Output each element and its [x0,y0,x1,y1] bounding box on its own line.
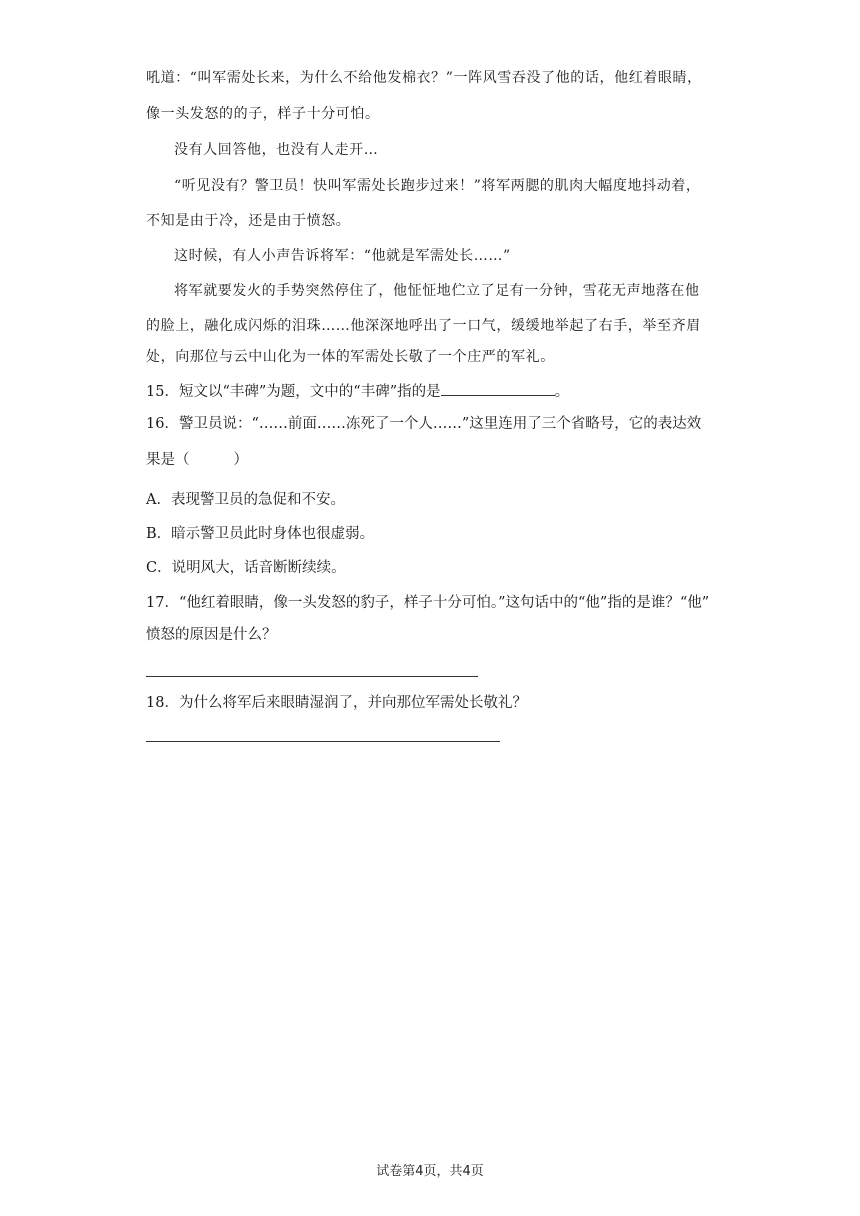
passage-line: 这时候，有人小声告诉将军：“他就是军需处长……” [174,248,511,264]
question-17-line-2: 愤怒的原因是什么？ [146,627,277,643]
question-17-line-1: 17．“他红着眼睛，像一头发怒的豹子，样子十分可怕。”这句话中的“他”指的是谁？“他” [146,595,710,611]
passage-line: “听见没有？警卫员！快叫军需处长跑步过来！”将军两腮的肌肉大幅度地抖动着， [174,178,701,194]
answer-blank[interactable] [441,381,555,396]
question-16-prefix: 果是（ [146,452,190,468]
question-16-line-1: 16．警卫员说：“……前面……冻死了一个人……”这里连用了三个省略号，它的表达效 [146,416,702,432]
passage-line: 不知是由于冷，还是由于愤怒。 [146,213,351,229]
option-a[interactable]: A．表现警卫员的急促和不安。 [146,492,345,508]
answer-line-q17[interactable] [146,676,478,677]
question-15 [146,381,569,402]
question-16-suffix: ） [233,452,248,468]
page-footer: 试卷第4页，共4页 [376,1164,484,1179]
question-15-end: 。 [554,384,570,400]
passage-line: 像一头发怒的的子，样子十分可怕。 [146,106,380,122]
passage-line: 吼道：“叫军需处长来，为什么不给他发棉衣？”一阵风雪吞没了他的话，他红着眼睛， [146,70,702,86]
question-16-line-2 [146,450,248,470]
question-15-text: 15．短文以“丰碑”为题，文中的“丰碑”指的是 [146,384,441,400]
passage-line: 没有人回答他，也没有人走开… [174,142,379,158]
option-c[interactable]: C．说明风大，话音断断续续。 [146,560,346,576]
question-18: 18．为什么将军后来眼睛湿润了，并向那位军需处长敬礼？ [146,695,527,711]
passage-line: 处，向那位与云中山化为一体的军需处长敬了一个庄严的军礼。 [146,349,555,365]
passage-line: 的脸上，融化成闪烁的泪珠……他深深地呼出了一口气，缓缓地举起了右手，举至齐眉 [146,318,701,334]
option-b[interactable]: B．暗示警卫员此时身体也很虚弱。 [146,526,375,542]
passage-line: 将军就要发火的手势突然停住了，他怔怔地伫立了足有一分钟，雪花无声地落在他 [174,283,700,299]
answer-line-q18[interactable] [146,741,500,742]
